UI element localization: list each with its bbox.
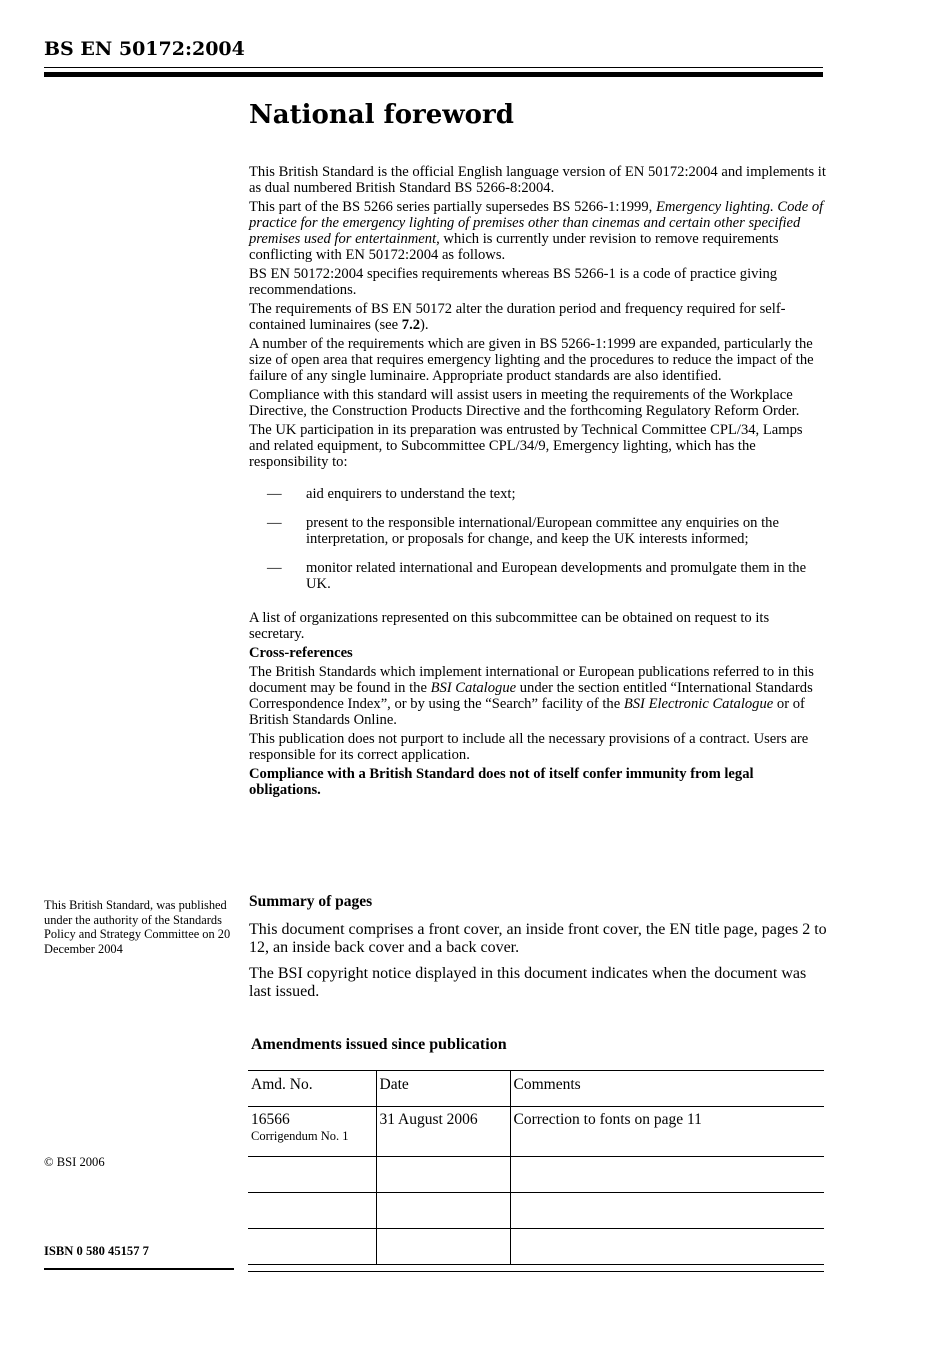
table-row	[248, 1229, 824, 1265]
amd-no-cell: 16566 Corrigendum No. 1	[248, 1107, 376, 1157]
summary-heading: Summary of pages	[249, 893, 373, 910]
amendments-title: Amendments issued since publication	[251, 1036, 507, 1053]
paragraph: A number of the requirements which are given in BS 5266-1:1999 are expanded, particularly the size of open area that requires emergency lighting and the procedures to reduce the impact of the failure of any single luminaire. Appropriate product standards are also identified.	[249, 336, 814, 384]
date-cell: 31 August 2006	[376, 1107, 510, 1157]
liability-notice: Compliance with a British Standard does not of itself confer immunity from legal obligations.	[249, 766, 754, 798]
column-header: Comments	[510, 1071, 824, 1107]
summary-paragraph: This document comprises a front cover, an inside front cover, the EN title page, pages 2 to 12, an inside back cover and a back cover.	[249, 921, 827, 956]
list-item: — present to the responsible international/European committee any enquiries on the interpretation, or proposals for change, and keep the UK interests informed;	[267, 515, 779, 547]
paragraph: This part of the BS 5266 series partially supersedes BS 5266-1:1999, Emergency lighting. Code of practice for the emergency lighting of premises other than cinemas and certain other specified premises used for entertainment, which is currently under revision to remove requirements conflicting with EN 50172:2004 as follows.	[249, 199, 824, 263]
responsibility-list	[249, 486, 827, 592]
foreword-body	[249, 164, 827, 801]
paragraph: BS EN 50172:2004 specifies requirements whereas BS 5266-1 is a code of practice giving recommendations.	[249, 266, 778, 298]
summary-of-pages	[249, 893, 829, 1009]
table-row	[248, 1157, 824, 1193]
clause-reference: 7.2	[401, 317, 421, 333]
table-row	[248, 1193, 824, 1229]
paragraph: This British Standard is the official English language version of EN 50172:2004 and implements it as dual numbered British Standard BS 5266-8:2004.	[249, 164, 826, 196]
paragraph: Compliance with this standard will assist users in meeting the requirements of the Workplace Directive, the Construction Products Directive and the forthcoming Regulatory Reform Order.	[249, 387, 800, 419]
header-rule-thick	[44, 72, 823, 77]
amendments-table	[248, 1070, 824, 1265]
table-row	[248, 1107, 824, 1157]
table-header-row	[248, 1071, 824, 1107]
column-header: Date	[376, 1071, 510, 1107]
list-item: — aid enquirers to understand the text;	[267, 486, 516, 502]
isbn: ISBN 0 580 45157 7	[44, 1244, 149, 1258]
paragraph: This publication does not purport to include all the necessary provisions of a contract. Users are responsible for its correct application.	[249, 731, 809, 763]
publication-note: This British Standard, was published under the authority of the Standards Policy and Strategy Committee on 20 December 2004	[44, 898, 231, 956]
paragraph: The UK participation in its preparation was entrusted by Technical Committee CPL/34, Lamps and related equipment, to Subcommittee CPL/34/9, Emergency lighting, which has the responsibility to:	[249, 422, 803, 470]
header-rule-thin	[44, 67, 823, 68]
footer-rule-left	[44, 1268, 234, 1270]
paragraph: A list of organizations represented on this subcommittee can be obtained on request to its secretary.	[249, 610, 770, 642]
column-header: Amd. No.	[248, 1071, 376, 1107]
cross-references-heading: Cross-references	[249, 645, 353, 661]
footer-rule-right	[248, 1271, 824, 1272]
copyright-notice: © BSI 2006	[44, 1155, 105, 1169]
list-item: — monitor related international and European developments and promulgate them in the UK.	[267, 560, 807, 592]
paragraph: The requirements of BS EN 50172 alter the duration period and frequency required for self-contained luminaires (see 7.2).	[249, 301, 786, 333]
comments-cell: Correction to fonts on page 11	[510, 1107, 824, 1157]
page-title: National foreword	[249, 100, 514, 130]
paragraph: The British Standards which implement international or European publications referred to in this document may be found in the BSI Catalogue under the section entitled “International Standards Correspondence Index”, or by using the “Search” facility of the BSI Electronic Catalogue or of British Standards Online.	[249, 664, 814, 728]
document-code: BS EN 50172:2004	[44, 38, 245, 60]
summary-paragraph: The BSI copyright notice displayed in this document indicates when the document was last issued.	[249, 965, 807, 1000]
